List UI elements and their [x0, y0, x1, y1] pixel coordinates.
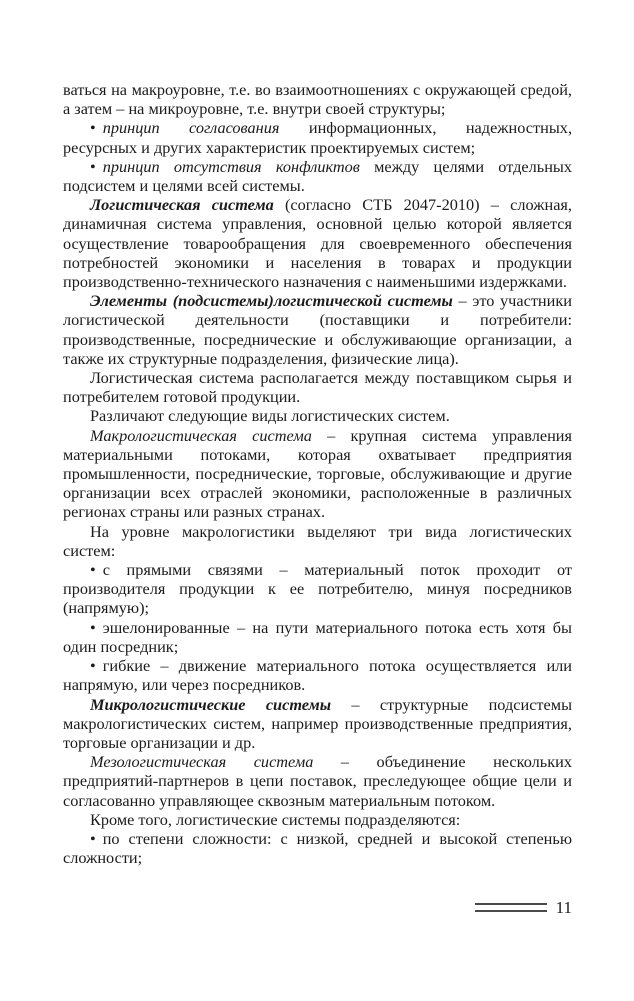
bullet-icon: •	[90, 156, 96, 176]
paragraph-system-types-intro	[63, 406, 572, 425]
term-principle-no-conflicts: принцип отсутствия конфликтов	[102, 156, 360, 176]
paragraph-text: – крупная система управления материальными потоками, которая охватывает предприятия промышленности, посреднические, торговые, обслуживающие и другие организации всех отраслей экономики, расположенные в различных регионах страны или разных странах.	[63, 425, 572, 522]
bullet-complexity-degree	[63, 829, 572, 867]
term-principle-coordination: принцип согласования	[102, 118, 280, 138]
bullet-icon: •	[90, 560, 96, 580]
paragraph-text: – это участники логистической деятельности (поставщики и потребители: производственные, посреднические и обслуживающие организации, а также их структурные подразделения, физические лица).	[63, 291, 572, 368]
paragraph-text: – структурные подсистемы макрологистических систем, например производственные предприятия, торговые организации и др.	[63, 694, 573, 752]
paragraph-logistics-system-definition	[63, 195, 572, 291]
term-micrologistics-systems: Микрологистические системы	[90, 694, 332, 714]
text-block	[63, 80, 572, 867]
paragraph-text: Кроме того, логистические системы подразделяются:	[90, 809, 461, 829]
paragraph-text: На уровне макрологистики выделяют три вида логистических систем:	[63, 521, 572, 560]
page-footer	[475, 899, 572, 916]
paragraph-mesologistics-system	[63, 752, 572, 810]
bullet-icon: •	[90, 656, 96, 676]
paragraph-text: эшелонированные – на пути материального потока есть хотя бы один посредник;	[63, 617, 572, 656]
paragraph-text: Различают следующие виды логистических систем.	[90, 406, 450, 426]
paragraph-system-location	[63, 368, 572, 406]
paragraph-classification-intro	[63, 810, 572, 829]
bullet-principle-coordination	[63, 118, 572, 156]
page-number: 11	[555, 898, 572, 917]
paragraph-text: Логистическая система располагается между поставщиком сырья и потребителем готовой продукции.	[63, 368, 572, 407]
paragraph-text: – объединение нескольких предприятий-партнеров в цепи поставок, преследующее общие цели и согласованно управляющее сквозным материальным потоком.	[63, 752, 572, 810]
term-system-elements: Элементы (подсистемы)логистической системы	[90, 291, 453, 311]
paragraph-text: гибкие – движение материального потока осуществляется или напрямую, или через посредников.	[63, 656, 572, 695]
footer-rule-icon	[475, 903, 547, 912]
bullet-icon: •	[90, 828, 96, 848]
term-macrologistics-system: Макрологистическая система	[90, 425, 312, 445]
term-mesologistics-system: Мезологистическая система	[90, 752, 314, 772]
paragraph-micrologistics-systems	[63, 695, 572, 753]
paragraph-text: ваться на макроуровне, т.е. во взаимоотношениях с окружающей средой, а затем – на микроуровне, т.е. внутри своей структуры;	[63, 80, 572, 119]
bullet-echeloned	[63, 618, 572, 656]
term-logistics-system: Логистическая система	[90, 195, 274, 215]
paragraph-text: (согласно СТБ 2047-2010) – сложная, динамичная система управления, основной целью которой является осуществление товарообращения для своевременного обеспечения потребностей экономики и населения в товарах и продукции производственно-технического назначения с наименьшими издержками.	[63, 195, 572, 292]
paragraph-macrologistics-system	[63, 426, 572, 522]
paragraph-system-elements	[63, 291, 572, 368]
paragraph-text: с прямыми связями – материальный поток проходит от производителя продукции к ее потребителю, минуя посредников (напрямую);	[63, 560, 572, 618]
bullet-principle-no-conflicts	[63, 157, 572, 195]
bullet-flexible	[63, 656, 572, 694]
bullet-icon: •	[90, 118, 96, 138]
bullet-direct-links	[63, 560, 572, 618]
paragraph-continuation	[63, 80, 572, 118]
paragraph-text: информационных, надежностных, ресурсных и других характеристик проектируемых систем;	[63, 118, 573, 157]
bullet-icon: •	[90, 617, 96, 637]
paragraph-text: между целями отдельных подсистем и целями всей системы.	[63, 156, 572, 196]
paragraph-macrologistics-levels	[63, 522, 572, 560]
paragraph-text: по степени сложности: с низкой, средней и высокой степенью сложности;	[63, 828, 572, 868]
